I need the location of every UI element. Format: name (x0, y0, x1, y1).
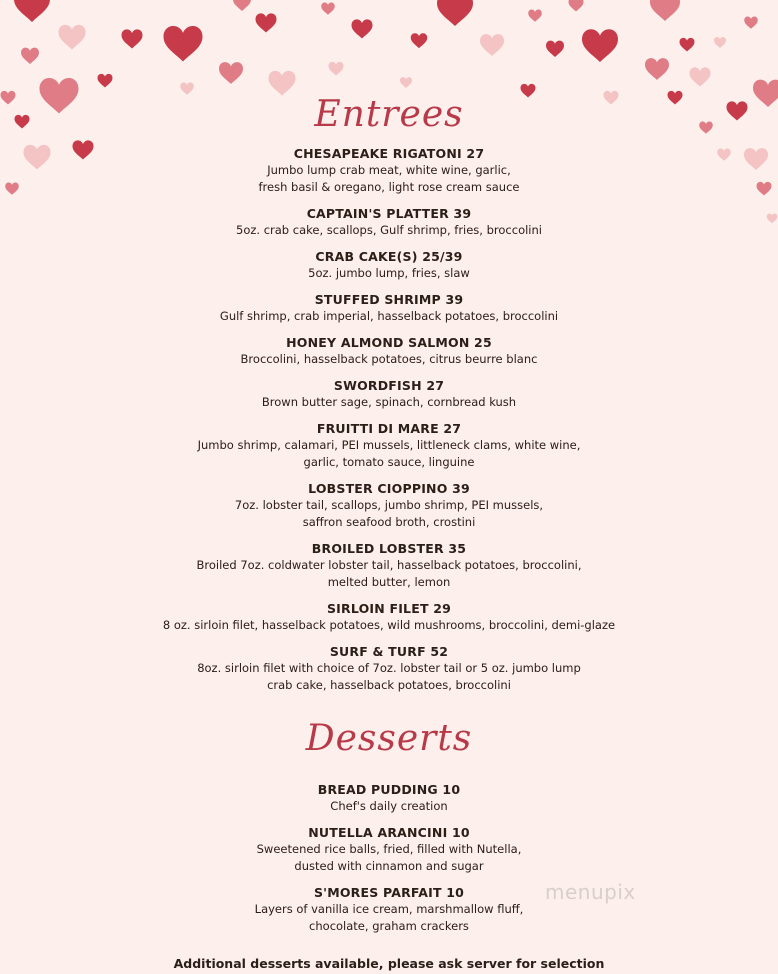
menu-item-description: Broiled 7oz. coldwater lobster tail, hasselback potatoes, broccolini, melted butter, lemon (196, 558, 582, 589)
menu-item-name: LOBSTER CIOPPINO 39 (308, 481, 470, 496)
menu-item-description: Jumbo lump crab meat, white wine, garlic, fresh basil & oregano, light rose cream sauce (258, 163, 520, 194)
menu-item (0, 824, 778, 875)
menu-item-name: SURF & TURF 52 (329, 644, 449, 659)
menu-item-name: SWORDFISH 27 (333, 378, 445, 393)
menu-item (0, 781, 778, 815)
entrees-title: Entrees (314, 94, 464, 135)
menu-item-description: Brown butter sage, spinach, cornbread kush (261, 395, 517, 409)
menu-item-name: S'MORES PARFAIT 10 (313, 885, 465, 900)
menu-item (0, 480, 778, 531)
menu-item-name: FRUITTI DI MARE 27 (316, 421, 462, 436)
desserts-list (0, 781, 778, 935)
menu-item-name: SIRLOIN FILET 29 (326, 601, 452, 616)
desserts-title: Desserts (305, 718, 473, 759)
menu-item (0, 643, 778, 694)
menu-item-name: CHESAPEAKE RIGATONI 27 (293, 146, 485, 161)
menu-item-description: 5oz. crab cake, scallops, Gulf shrimp, fries, broccolini (236, 223, 542, 237)
menu-item-name: NUTELLA ARANCINI 10 (308, 825, 470, 840)
menu-item-name: HONEY ALMOND SALMON 25 (286, 335, 492, 350)
menu-item (0, 540, 778, 591)
menu-item-name: CAPTAIN'S PLATTER 39 (306, 206, 472, 221)
menu-item-name: BREAD PUDDING 10 (317, 782, 461, 797)
menu-item-description: Chef's daily creation (330, 799, 448, 813)
menu-item-description: 8 oz. sirloin filet, hasselback potatoes, wild mushrooms, broccolini, demi-glaze (162, 618, 616, 632)
menu-item-description: 8oz. sirloin filet with choice of 7oz. lobster tail or 5 oz. jumbo lump crab cake, hasselback potatoes, broccolini (197, 661, 581, 692)
menu-item (0, 205, 778, 239)
menu-item-description: Jumbo shrimp, calamari, PEI mussels, littleneck clams, white wine, garlic, tomato sauce, linguine (197, 438, 581, 469)
menu-item-description: Layers of vanilla ice cream, marshmallow fluff, chocolate, graham crackers (254, 902, 524, 933)
watermark: menupix (545, 880, 636, 904)
menu-item (0, 145, 778, 196)
entrees-list (0, 145, 778, 694)
menu-item-name: BROILED LOBSTER 35 (311, 541, 467, 556)
menu-item-description: Broccolini, hasselback potatoes, citrus beurre blanc (240, 352, 538, 366)
menu-item (0, 291, 778, 325)
menu-item-name: CRAB CAKE(S) 25/39 (315, 249, 463, 264)
menu-item (0, 884, 778, 935)
menu-item-description: Sweetened rice balls, fried, filled with Nutella, dusted with cinnamon and sugar (256, 842, 522, 873)
menu-item-description: 7oz. lobster tail, scallops, jumbo shrimp, PEI mussels, saffron seafood broth, crostini (234, 498, 544, 529)
menu-item (0, 420, 778, 471)
menu-item-description: 5oz. jumbo lump, fries, slaw (308, 266, 470, 280)
menu-item (0, 334, 778, 368)
menu-item-name: STUFFED SHRIMP 39 (314, 292, 464, 307)
menu-item (0, 248, 778, 282)
menu-item (0, 377, 778, 411)
menu-item (0, 600, 778, 634)
desserts-footer-note: Additional desserts available, please ask server for selection (173, 956, 605, 971)
menu-item-description: Gulf shrimp, crab imperial, hasselback potatoes, broccolini (219, 309, 559, 323)
